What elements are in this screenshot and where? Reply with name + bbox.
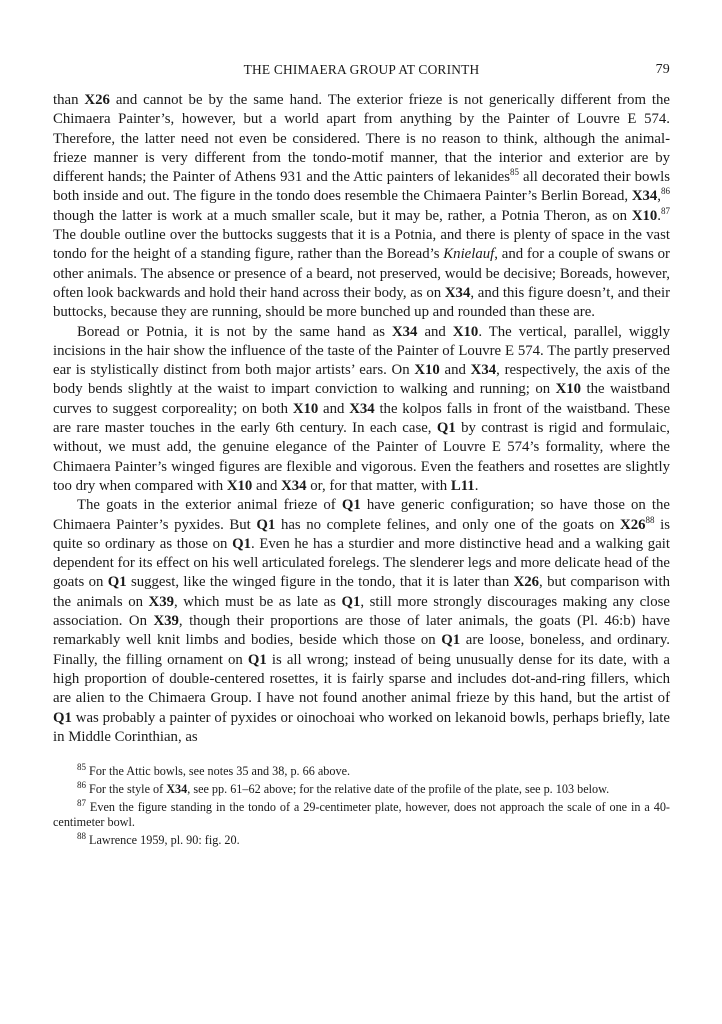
text-run: the waistband curves to suggest corporeality; on both (53, 381, 670, 417)
text-run: The double outline over the buttocks suggests that it is a Potnia, and there is plenty of space in the vast tondo for the height of a standing figure, rather than the Boread’s (53, 227, 670, 263)
text-run: . Even he has a sturdier and more distinctive head and a walking gait dependent for its effect on his well articulated forelegs. The slenderer legs and more delicate head of the goats on (53, 535, 670, 591)
paragraph-3 (53, 496, 670, 747)
text-run: is all wrong; instead of being unusually dense for its date, with a high proportion of double-centered rosettes, it is fairly sparse and includes dot-and-ring fillers, which are alien to the Chimaera Group. I have not found another animal frieze by this hand, but the artist of (53, 651, 670, 707)
text-run: or, for that matter, with (306, 477, 451, 494)
catalogue-ref: X10 (414, 362, 440, 379)
text-run: have generic configuration; so have those on the Chimaera Painter’s pyxides. But (53, 497, 670, 533)
catalogue-ref: X26 (513, 574, 540, 591)
text-run: . (657, 207, 661, 224)
text-run: , see pp. 61–62 above; for the relative date of the profile of the plate, see p. 103 below. (187, 782, 610, 797)
text-run: Even the figure standing in the tondo of a 29-centimeter plate, however, does not approach the scale of one in a 40-centimeter bowl. (53, 800, 670, 830)
footnote-85 (53, 764, 670, 779)
text-run: . (474, 477, 479, 494)
footnote-marker: 86 (661, 186, 670, 197)
text-run: and cannot be by the same hand. The exterior frieze is not generically different from the Chimaera Painter’s, however, but a world apart from anything by the Painter of Louvre E 574. Therefore, the latter need not even be considered. There is no reason to think, although the animal-frieze manner is very different from the tondo-motif manner, that the interior and exterior are by different hands; the Painter of Athens 931 and the Attic painters of lekanides (53, 92, 670, 186)
text-run: Lawrence 1959, pl. 90: fig. 20. (86, 833, 240, 848)
page-header (53, 62, 670, 82)
catalogue-ref: Q1 (341, 593, 361, 610)
body-text (53, 91, 670, 747)
catalogue-ref: Q1 (341, 497, 361, 514)
footnote-87 (53, 800, 670, 830)
text-run: by contrast is rigid and formulaic, without, we must add, the genuine elegance of the Painter of Louvre E 574’s formality, where the Chimaera Painter’s winged figures are flexible and vigorous. Even the feathers and rosettes are slightly too dry when compared with (53, 420, 670, 494)
text-run: was probably a painter of pyxides or oinochoai who worked on lekanoid bowls, perhaps briefly, late in Middle Corinthian, as (53, 709, 670, 745)
catalogue-ref: X34 (391, 323, 418, 340)
catalogue-ref: X10 (226, 477, 253, 494)
catalogue-ref: X34 (349, 400, 375, 417)
text-run: , still more strongly discourages making any close association. On (53, 593, 670, 630)
text-run: , respectively, the axis of the body bends slightly at the waist to impart conviction to walking and running; on (53, 362, 671, 398)
footnote-marker: 85 (77, 762, 86, 773)
footnote-marker: 88 (77, 831, 86, 842)
text-run: and (318, 400, 350, 417)
footnote-marker: 87 (661, 205, 670, 216)
page-number: 79 (655, 62, 670, 77)
catalogue-ref: Q1 (436, 420, 456, 437)
text-run: suggest, like the winged figure in the tondo, that it is later than (126, 574, 514, 591)
catalogue-ref: L11 (450, 477, 475, 494)
text-run: and (252, 477, 282, 494)
catalogue-ref: X39 (153, 613, 179, 630)
catalogue-ref: X10 (555, 381, 582, 398)
footnote-marker: 87 (77, 798, 86, 809)
text-run: though the latter is work at a much smaller scale, but it may be, rather, a Potnia Theron, as on (53, 207, 632, 224)
catalogue-ref: X34 (281, 477, 307, 494)
catalogue-ref: Q1 (256, 516, 276, 533)
footnote-marker: 86 (77, 780, 86, 791)
text-run: all decorated their bowls both inside and out. The figure in the tondo does resemble the Chimaera Painter’s Berlin Boread, (53, 169, 670, 205)
catalogue-ref: X34 (166, 782, 188, 797)
catalogue-ref: X26 (84, 92, 110, 108)
catalogue-ref: X34 (444, 284, 471, 301)
italic-term: Knielauf (443, 246, 495, 263)
text-run: . The vertical, parallel, wiggly incisions in the hair show the influence of the taste of the Painter of Louvre E 574. The partly preserved ear is stylistically distinct from both major artists’ ears. On (53, 323, 670, 379)
text-run: , and this figure doesn’t, and their buttocks, because they are running, should be more bunched up and rounded than these are. (53, 284, 670, 321)
text-run: , but comparison with the animals on (53, 574, 670, 610)
text-run: , (657, 188, 661, 205)
catalogue-ref: Q1 (107, 574, 127, 591)
footnote-marker: 88 (645, 514, 655, 525)
text-run: than (53, 92, 85, 108)
catalogue-ref: Q1 (53, 709, 72, 726)
text-run: and (439, 362, 471, 379)
catalogue-ref: Q1 (441, 632, 461, 649)
catalogue-ref: X10 (452, 323, 479, 340)
text-run: For the style of (86, 782, 167, 797)
text-run: are loose, boneless, and ordinary. Finally, the filling ornament on (53, 632, 670, 668)
catalogue-ref: X34 (631, 188, 658, 205)
text-run: For the Attic bowls, see notes 35 and 38, p. 66 above. (86, 764, 351, 779)
text-run: and (417, 323, 453, 340)
catalogue-ref: Q1 (247, 651, 267, 668)
text-run: has no complete felines, and only one of the goats on (275, 516, 621, 533)
text-run: The goats in the exterior animal frieze of (77, 497, 342, 514)
catalogue-ref: X34 (470, 362, 497, 379)
text-run: , and for a couple of swans or other animals. The absence or presence of a beard, not preserved, would be decisive; Boreads, however, often look backwards and hold their hand across their body, as on (53, 246, 670, 301)
text-run: , though their proportions are those of later animals, the goats (Pl. 46:b) have remarkably well knit limbs and bodies, beside which those on (53, 613, 670, 649)
catalogue-ref: Q1 (232, 535, 251, 552)
text-run: Boread or Potnia, it is not by the same hand as (77, 323, 392, 340)
footnotes (53, 764, 670, 848)
catalogue-ref: X10 (292, 400, 319, 417)
paragraph-2 (53, 323, 670, 497)
catalogue-ref: X39 (148, 593, 175, 610)
footnote-88 (53, 833, 670, 848)
footnote-86 (53, 782, 670, 797)
catalogue-ref: X10 (631, 207, 658, 224)
text-run: , which must be as late as (174, 593, 342, 610)
paragraph-1 (53, 91, 670, 323)
catalogue-ref: X26 (620, 516, 646, 533)
running-head: THE CHIMAERA GROUP AT CORINTH (243, 62, 480, 77)
text-run: is quite so ordinary as those on (53, 516, 670, 552)
text-run: the kolpos falls in front of the waistband. These are rare master touches in the early 6th century. In each case, (53, 400, 671, 437)
footnote-marker: 85 (509, 167, 519, 178)
